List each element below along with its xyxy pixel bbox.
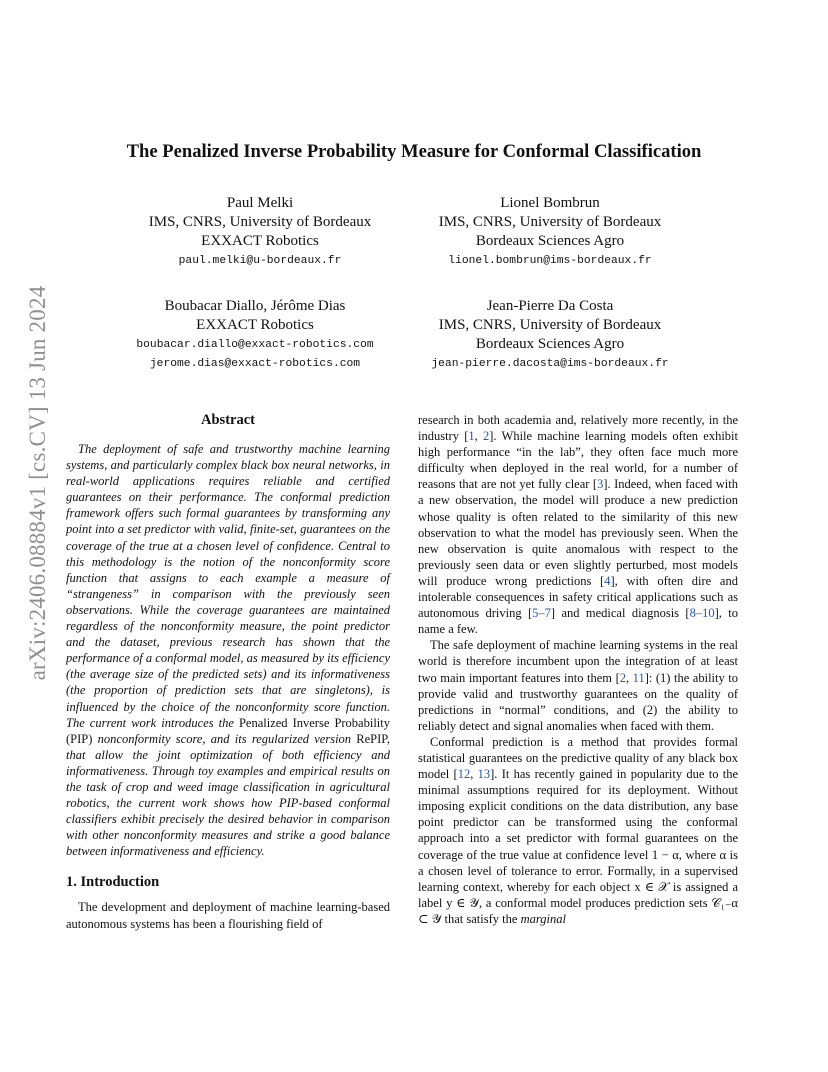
author-affiliation: Bordeaux Sciences Agro: [475, 336, 625, 352]
author-email[interactable]: jerome.dias@exxact-robotics.com: [149, 358, 361, 370]
intro-paragraph-3: Conformal prediction is a method that provides formal statistical guarantees on the predictive quality of any black box model [12, 13]. It has recently gained in popularity due to the minimal assumptions required for its deployment. Without imposing explicit conditions on the data distribution, any base point predictor can be transformed using the conformal approach into a set predictor with formal guarantees on the coverage of the true value at confidence level 1 − α, where α is a chosen level of tolerance to error. Formally, in a supervised learning context, whereby for each object x ∈ 𝒳 is assigned a label y ∈ 𝒴, a conformal model produces prediction sets 𝒞₁₋α ⊂ 𝒴 that satisfy the marginal: [418, 734, 738, 926]
author-email[interactable]: lionel.bombrun@ims-bordeaux.fr: [448, 255, 652, 267]
citation-link[interactable]: 2: [619, 670, 626, 685]
intro-paragraph-1: research in both academia and, relatively more recently, in the industry [1, 2]. While machine learning models often exhibit high performance “in the lab”, they often face much more difficulty when deployed in the real world, for a number of reasons that are not yet fully clear [3]. Indeed, when faced with a new observation, the model will produce a new prediction whose quality is often related to the similarity of this new observation to what the model has previously seen. When the new observation is quite anomalous with respect to the previously seen data or even slightly perturbed, most models will produce wrong predictions [4], with often dire and intolerable consequences in safety critical applications such as autonomous driving [5–7] and medical diagnosis [8–10], to name a few.: [418, 413, 739, 637]
citation-link[interactable]: 2: [482, 429, 490, 444]
author-name: Boubacar Diallo, Jérôme Dias: [164, 298, 346, 314]
emphasis: marginal: [520, 911, 566, 926]
intro-paragraph-2: The safe deployment of machine learning systems in the real world is therefore incumbent upon the integration of at least two main important features into them [2, 11]: (1) the ability to provide valid and trustworthy guarantees on the quality of predictions in “normal” conditions, and (2) the ability to reliably detect and signal anomalies when faced with them.: [418, 638, 738, 733]
author-block-2: [395, 194, 705, 271]
citation-link[interactable]: 12: [457, 767, 471, 782]
author-affiliation: IMS, CNRS, University of Bordeaux: [148, 214, 372, 230]
citation-link[interactable]: 5–7: [532, 606, 551, 621]
author-name: Paul Melki: [226, 195, 294, 211]
citation-link[interactable]: 1: [468, 429, 475, 444]
pip-term: Penalized Inverse Probability (PIP): [66, 715, 390, 746]
citation-link[interactable]: 11: [632, 670, 645, 685]
citation-link[interactable]: 4: [604, 573, 611, 588]
author-affiliation: Bordeaux Sciences Agro: [475, 233, 625, 249]
right-column: [418, 412, 738, 927]
author-affiliation: IMS, CNRS, University of Bordeaux: [438, 317, 662, 333]
abstract-text: The deployment of safe and trustworthy machine learning systems, and particularly complex black box neural networks, in real-world applications requires reliable and certified guarantees on their performance. The conformal prediction framework offers such formal guarantees by transforming any point into a set predictor with valid, finite-set, guarantees on the coverage of the true at a chosen level of confidence. Central to this methodology is the notion of the nonconformity score function that assigns to each example a measure of “strangeness” in comparison with the previously seen observations. While the coverage guarantees are maintained regardless of the nonconformity measure, the point predictor and the dataset, previous research has shown that the performance of a conformal model, as measured by its efficiency (the average size of the predicted sets) and its informativeness (the proportion of prediction sets that are singletons), is influenced by the choice of the nonconformity score function. The current work introduces the: [66, 442, 390, 730]
author-affiliation: EXXACT Robotics: [196, 317, 314, 333]
author-block-3: [105, 297, 405, 373]
intro-paragraph: The development and deployment of machine learning-based autonomous systems has been a flourishing field of: [66, 900, 390, 931]
paper-title: The Penalized Inverse Probability Measure for Conformal Classification: [126, 141, 702, 162]
citation-link[interactable]: 3: [597, 477, 604, 492]
repip-term: RePIP,: [356, 731, 390, 746]
author-email[interactable]: boubacar.diallo@exxact-robotics.com: [136, 339, 374, 351]
abstract-text: that allow the joint optimization of both efficiency and informativeness. Through toy examples and empirical results on the task of crop and weed image classification in agricultural robotics, the current work shows how PIP-based conformal classifiers exhibit precisely the desired behavior in comparison with other nonconformity measures and strike a good balance between informativeness and efficiency.: [66, 747, 390, 859]
arxiv-identifier-text: arXiv:2406.08884v1 [cs.CV] 13 Jun 2024: [25, 285, 50, 681]
section-heading-introduction: 1. Introduction: [66, 874, 160, 891]
author-name: Lionel Bombrun: [500, 195, 600, 211]
left-column: [66, 411, 390, 932]
author-email[interactable]: jean-pierre.dacosta@ims-bordeaux.fr: [431, 358, 669, 370]
citation-link[interactable]: 8–10: [689, 606, 715, 621]
author-block-4: [395, 297, 705, 374]
abstract: [66, 441, 390, 859]
arxiv-identifier: [24, 285, 52, 681]
citation-link[interactable]: 13: [477, 767, 491, 782]
abstract-text: nonconformity score, and its regularized version: [97, 731, 352, 746]
author-name: Jean-Pierre Da Costa: [486, 298, 614, 314]
abstract-heading: Abstract: [201, 412, 255, 428]
author-email[interactable]: paul.melki@u-bordeaux.fr: [178, 255, 342, 267]
author-block-1: [110, 194, 410, 271]
author-affiliation: EXXACT Robotics: [201, 233, 319, 249]
author-affiliation: IMS, CNRS, University of Bordeaux: [438, 214, 662, 230]
